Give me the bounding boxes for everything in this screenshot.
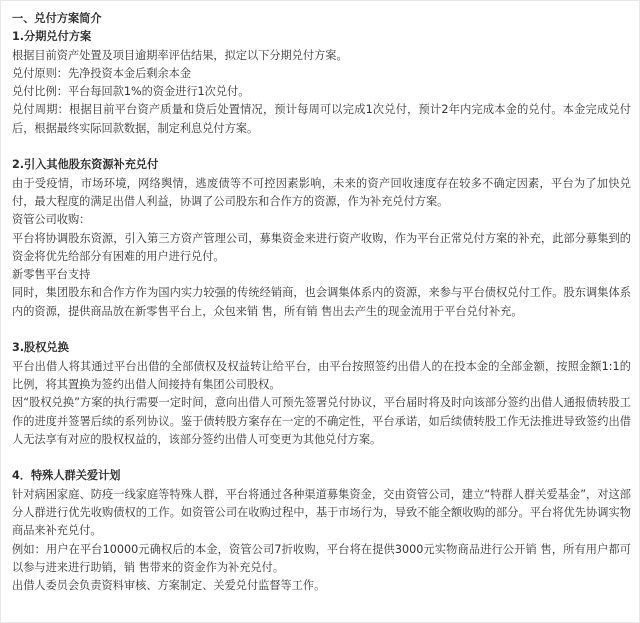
section-title: 3.股权兑换 (12, 341, 69, 355)
section-installment-payment (12, 28, 631, 138)
paragraph: 兑付周期：根据目前平台资产质量和贷后处置情况，预计每周可以完成1次兑付，预计2年内完成本金的兑付。本金完成兑付后，根据最终实际回款数据，制定利息兑付方案。 (12, 103, 631, 135)
section-title: 2.引入其他股东资源补充兑付 (12, 158, 159, 172)
subsection-title: 资管公司收购： (12, 213, 91, 227)
section-special-care-plan (12, 467, 631, 595)
paragraph: 针对病困家庭、防疫一线家庭等特殊人群，平台将通过各种渠道募集资金，交由资管公司，建立“特群人群关爱基金”，对这部分人群进行优先收购债权的工作。如资管公司在收购过程中，基于市场行为，导致不能全额收购的部分。平台将优先协调实物商品来补充兑付。 (12, 487, 631, 538)
paragraph: 根据目前资产处置及项目逾期率评估结果，拟定以下分期兑付方案。 (12, 48, 348, 62)
subsection-title: 新零售平台支持 (12, 268, 91, 282)
spacer (12, 449, 631, 467)
section-title: 1.分期兑付方案 (12, 30, 92, 44)
spacer (12, 138, 631, 156)
paragraph: 出借人委员会负责资料审核、方案制定、关爱兑付监督等工作。 (12, 579, 326, 593)
paragraph: 平台出借人将其通过平台出借的全部债权及权益转让给平台，由平台按照签约出借人的在投本金的全部金额，按照金额1:1的比例，将其置换为签约出借人间接持有集团公司股权。 (12, 359, 631, 391)
section-title: 4．特殊人群关爱计划 (12, 469, 121, 483)
paragraph: 兑付比例：平台每回款1%的资金进行1次兑付。 (12, 85, 250, 99)
paragraph: 兑付原则：先净投资本金后剩余本金 (12, 66, 192, 80)
paragraph: 同时，集团股东和合作方作为国内实力较强的传统经销商，也会调集体系内的资源，来参与平台债权兑付工作。股东调集体系内的资源，提供商品放在新零售平台上，众包来销 售，所有销 售出去产生的现金流用于平台兑付补充。 (12, 286, 631, 318)
section-shareholder-resources (12, 156, 631, 321)
section-equity-exchange (12, 339, 631, 449)
paragraph: 平台将协调股东资源，引入第三方资产管理公司，募集资金来进行资产收购，作为平台正常兑付方案的补充，此部分募集到的资金将优先给部分有困难的用户进行兑付。 (12, 231, 631, 263)
paragraph: 由于受疫情，市场环境，网络舆情，逃废债等不可控因素影响，未来的资产回收速度存在较多不确定因素，平台为了加快兑付，最大程度的满足出借人利益，协调了公司股东和合作方的资源，作为补充兑付方案。 (12, 176, 631, 208)
spacer (12, 321, 631, 339)
paragraph: 例如：用户在平台10000元确权后的本金，资管公司7折收购，平台将在提供3000元实物商品进行公开销 售，所有用户都可以参与进来进行助销，销 售带来的资金作为补充兑付。 (12, 542, 631, 574)
paragraph: 因“股权兑换”方案的执行需要一定时间，意向出借人可预先签署兑付协议，平台届时将及时向该部分签约出借人通报债转股工作的进度并签署后续的系列协议。鉴于债转股方案存在一定的不确定性，平台承诺，如后续债转股工作无法推进导致签约出借人无法享有对应的股权权益的，该部分签约出借人可变更为其他兑付方案。 (12, 396, 631, 446)
document-heading: 一、兑付方案简介 (12, 12, 102, 25)
